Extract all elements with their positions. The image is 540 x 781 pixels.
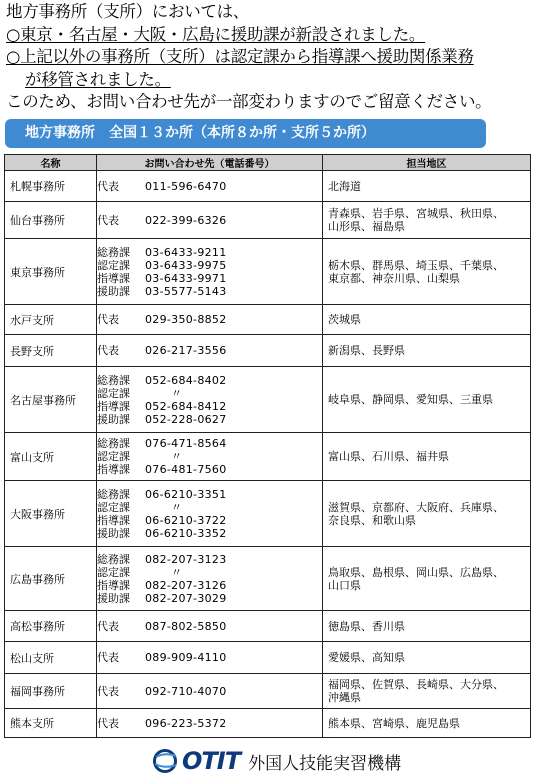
contact-phone: 052-684-8412 <box>145 399 227 413</box>
table-row <box>5 642 531 674</box>
contact-dept: 援助課 <box>97 591 130 605</box>
table-row <box>5 481 531 547</box>
contact-dept: 認定課 <box>97 565 130 579</box>
office-name: 熊本支所 <box>5 709 97 738</box>
office-area <box>323 367 531 433</box>
office-contact <box>97 171 323 202</box>
office-area <box>323 335 531 367</box>
intro-line-5: このため、お問い合わせ先が一部変わりますのでご留意ください。 <box>6 92 492 111</box>
contact-line <box>97 387 322 400</box>
contact-phone: 089-909-4110 <box>145 651 227 664</box>
contact-dept: 指導課 <box>97 399 130 413</box>
intro-text <box>6 1 538 114</box>
contact-phone: 03-5577-5143 <box>145 284 227 298</box>
contact-phone: 082-207-3123 <box>145 552 227 566</box>
area-line: 栃木県、群馬県、埼玉県、千葉県、 <box>328 258 504 272</box>
contact-line <box>97 344 322 357</box>
contact-phone: 076-481-7560 <box>145 463 227 476</box>
contact-dept: 代表 <box>97 684 119 698</box>
contact-dept: 指導課 <box>97 513 130 527</box>
footer <box>152 747 401 775</box>
area-line: 山形県、福島県 <box>328 220 405 233</box>
area-line: 熊本県、宮崎県、鹿児島県 <box>328 716 460 730</box>
area-line: 北海道 <box>328 179 361 193</box>
contact-line <box>97 579 322 592</box>
area-line: 山口県 <box>328 578 361 592</box>
contact-phone: 082-207-3029 <box>145 591 227 605</box>
otit-logo <box>152 747 240 775</box>
contact-dept: 総務課 <box>97 437 130 450</box>
contact-dept: 代表 <box>97 716 119 730</box>
contact-phone: 06-6210-3351 <box>145 487 227 501</box>
contact-line <box>97 313 322 326</box>
area-line: 福岡県、佐賀県、長崎県、大分県、 <box>328 678 504 691</box>
office-area <box>323 305 531 335</box>
office-name: 長野支所 <box>5 335 97 367</box>
table-body <box>5 171 531 738</box>
contact-dept: 認定課 <box>97 258 130 272</box>
org-name: 外国人技能実習機構 <box>248 753 402 774</box>
contact-line <box>97 272 322 285</box>
office-area <box>323 202 531 239</box>
table-row <box>5 305 531 335</box>
contact-dept: 代表 <box>97 619 119 633</box>
contact-phone: 022-399-6326 <box>145 213 227 227</box>
contact-dept: 総務課 <box>97 245 130 259</box>
contact-line <box>97 651 322 664</box>
contact-phone: 082-207-3126 <box>145 578 227 592</box>
contact-line <box>97 180 322 193</box>
contact-dept: 援助課 <box>97 526 130 540</box>
office-area <box>323 171 531 202</box>
contact-dept: 代表 <box>97 213 119 227</box>
office-name: 富山支所 <box>5 433 97 481</box>
contact-dept: 援助課 <box>97 412 130 426</box>
table-row <box>5 674 531 709</box>
area-line: 徳島県、香川県 <box>328 619 405 633</box>
contact-dept: 総務課 <box>97 373 130 387</box>
office-name: 高松事務所 <box>5 611 97 642</box>
header-area: 担当地区 <box>323 155 531 171</box>
office-contact <box>97 433 323 481</box>
area-line: 愛媛県、高知県 <box>328 651 405 664</box>
contact-phone: 〃 <box>171 565 183 579</box>
contact-phone: 092-710-4070 <box>145 684 227 698</box>
contact-line <box>97 566 322 579</box>
office-contact <box>97 642 323 674</box>
section-banner: 地方事務所 全国１３か所（本所８か所・支所５か所） <box>5 119 486 148</box>
globe-icon <box>152 748 180 774</box>
office-contact <box>97 239 323 305</box>
contact-dept: 代表 <box>97 344 119 357</box>
contact-line <box>97 620 322 633</box>
contact-dept: 代表 <box>97 313 119 326</box>
table-row <box>5 335 531 367</box>
contact-phone: 06-6210-3352 <box>145 526 227 540</box>
contact-dept: 代表 <box>97 179 119 193</box>
table-row <box>5 547 531 611</box>
office-area <box>323 611 531 642</box>
contact-line <box>97 717 322 730</box>
header-name: 名称 <box>5 155 97 171</box>
area-line: 滋賀県、京都府、大阪府、兵庫県、 <box>328 500 504 514</box>
contact-dept: 認定課 <box>97 450 130 463</box>
office-area <box>323 481 531 547</box>
contact-phone: 011-596-6470 <box>145 179 227 193</box>
contact-dept: 認定課 <box>97 500 130 514</box>
office-area <box>323 642 531 674</box>
table-row <box>5 239 531 305</box>
contact-phone: 03-6433-9211 <box>145 245 227 259</box>
contact-line <box>97 246 322 259</box>
contact-phone: 03-6433-9971 <box>145 271 227 285</box>
contact-phone: 052-684-8402 <box>145 373 227 387</box>
contact-phone: 026-217-3556 <box>145 344 227 357</box>
contact-line <box>97 501 322 514</box>
office-name: 松山支所 <box>5 642 97 674</box>
office-contact <box>97 481 323 547</box>
contact-line <box>97 514 322 527</box>
area-line: 新潟県、長野県 <box>328 344 405 357</box>
area-line: 青森県、岩手県、宮城県、秋田県、 <box>328 207 504 220</box>
table-row <box>5 433 531 481</box>
contact-phone: 〃 <box>171 450 183 463</box>
logo-text: OTIT <box>182 747 241 775</box>
area-line: 富山県、石川県、福井県 <box>328 450 449 463</box>
office-contact <box>97 709 323 738</box>
intro-line-4: が移管されました。 <box>25 69 171 89</box>
office-contact <box>97 367 323 433</box>
contact-line <box>97 374 322 387</box>
contact-phone: 087-802-5850 <box>145 619 227 633</box>
contact-phone: 06-6210-3722 <box>145 513 227 527</box>
office-name: 水戸支所 <box>5 305 97 335</box>
office-contact <box>97 335 323 367</box>
intro-line-1: 地方事務所（支所）においては、 <box>6 2 250 21</box>
office-area <box>323 433 531 481</box>
office-area <box>323 709 531 738</box>
contact-dept: 指導課 <box>97 578 130 592</box>
contact-dept: 総務課 <box>97 552 130 566</box>
contact-line <box>97 685 322 698</box>
contact-line <box>97 488 322 501</box>
contact-dept: 指導課 <box>97 463 130 476</box>
office-name: 福岡事務所 <box>5 674 97 709</box>
contact-phone: 076-471-8564 <box>145 437 227 450</box>
intro-line-2: ○東京・名古屋・大阪・広島に援助課が新設されました。 <box>6 24 426 44</box>
office-area <box>323 239 531 305</box>
office-name: 東京事務所 <box>5 239 97 305</box>
contact-line <box>97 450 322 463</box>
contact-line <box>97 592 322 605</box>
offices-table <box>4 154 531 738</box>
table-row <box>5 171 531 202</box>
contact-line <box>97 285 322 298</box>
office-contact <box>97 305 323 335</box>
office-contact <box>97 611 323 642</box>
area-line: 東京都、神奈川県、山梨県 <box>328 271 460 285</box>
table-row <box>5 611 531 642</box>
contact-phone: 03-6433-9975 <box>145 258 227 272</box>
office-name: 広島事務所 <box>5 547 97 611</box>
office-contact <box>97 674 323 709</box>
contact-phone: 〃 <box>171 500 183 514</box>
table-header-row <box>5 155 531 171</box>
contact-line <box>97 214 322 227</box>
contact-line <box>97 259 322 272</box>
office-area <box>323 674 531 709</box>
contact-line <box>97 553 322 566</box>
table-row <box>5 202 531 239</box>
contact-line <box>97 437 322 450</box>
area-line: 茨城県 <box>328 313 361 326</box>
contact-dept: 援助課 <box>97 284 130 298</box>
contact-phone: 096-223-5372 <box>145 716 227 730</box>
office-name: 名古屋事務所 <box>5 367 97 433</box>
contact-dept: 代表 <box>97 651 119 664</box>
table-row <box>5 367 531 433</box>
contact-line <box>97 463 322 476</box>
area-line: 沖縄県 <box>328 691 361 704</box>
office-area <box>323 547 531 611</box>
contact-dept: 総務課 <box>97 487 130 501</box>
contact-phone: 029-350-8852 <box>145 313 227 326</box>
area-line: 奈良県、和歌山県 <box>328 513 416 527</box>
office-name: 札幌事務所 <box>5 171 97 202</box>
area-line: 岐阜県、静岡県、愛知県、三重県 <box>328 393 493 406</box>
contact-line <box>97 527 322 540</box>
contact-phone: 052-228-0627 <box>145 412 227 426</box>
contact-line <box>97 400 322 413</box>
area-line: 鳥取県、島根県、岡山県、広島県、 <box>328 565 504 579</box>
office-name: 大阪事務所 <box>5 481 97 547</box>
contact-dept: 指導課 <box>97 271 130 285</box>
intro-line-3: ○上記以外の事務所（支所）は認定課から指導課へ援助関係業務 <box>6 47 474 66</box>
header-contact: お問い合わせ先（電話番号） <box>97 155 323 171</box>
contact-dept: 認定課 <box>97 386 130 400</box>
contact-phone: 〃 <box>171 386 183 400</box>
contact-line <box>97 413 322 426</box>
office-contact <box>97 547 323 611</box>
table-row <box>5 709 531 738</box>
office-name: 仙台事務所 <box>5 202 97 239</box>
office-contact <box>97 202 323 239</box>
